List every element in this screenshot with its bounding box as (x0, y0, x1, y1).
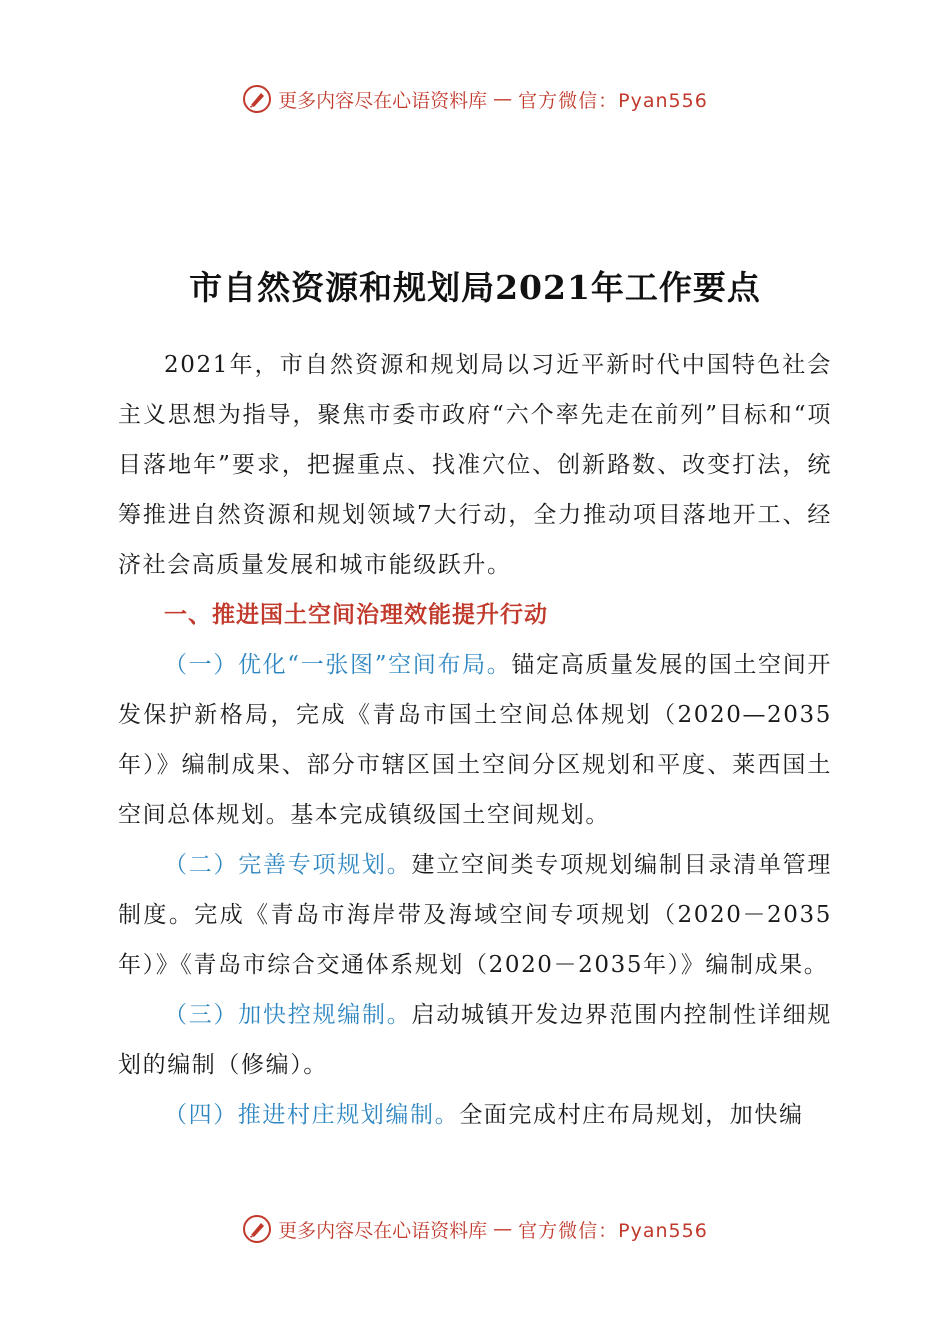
document-title: 市自然资源和规划局2021年工作要点 (189, 268, 761, 307)
item-title: （三）加快控规编制。 (164, 1002, 412, 1028)
item-title: （一）优化“一张图”空间布局。 (164, 652, 512, 678)
item-body: 启动城镇开发边界范围内控制性详细规划的编制（修编）。 (118, 1002, 833, 1078)
watermark-brand: 更多内容尽在心语资料库 (278, 1219, 488, 1242)
item-body: 全面完成村庄布局规划，加快编 (459, 1102, 804, 1128)
watermark-separator: — (493, 1218, 513, 1240)
item-body: 锚定高质量发展的国土空间开发保护新格局，完成《青岛市国土空间总体规划（2020—2035年）》编制成果、部分市辖区国土空间分区规划和平度、莱西国土空间总体规划。基本完成镇级国土空间规划。 (118, 652, 832, 828)
watermark-header (0, 84, 950, 114)
watermark-footer (0, 1214, 950, 1244)
list-item (118, 1090, 832, 1140)
intro-paragraph: 2021年，市自然资源和规划局以习近平新时代中国特色社会主义思想为指导，聚焦市委市政府“六个率先走在前列”目标和“项目落地年”要求，把握重点、找准穴位、创新路数、改变打法，统筹推进自然资源和规划领域7大行动，全力推动项目落地开工、经济社会高质量发展和城市能级跃升。 (118, 352, 832, 578)
pen-nib-logo-icon (242, 84, 272, 114)
section-heading: 一、推进国土空间治理效能提升行动 (164, 602, 548, 628)
pen-nib-logo-icon (242, 1214, 272, 1244)
list-item (118, 840, 832, 990)
item-body: 建立空间类专项规划编制目录清单管理制度。完成《青岛市海岸带及海域空间专项规划（2020－2035年）》《青岛市综合交通体系规划（2020－2035年）》编制成果。 (118, 852, 833, 978)
item-title: （四）推进村庄规划编制。 (164, 1102, 460, 1128)
item-title: （二）完善专项规划。 (164, 852, 412, 878)
watermark-separator: — (493, 88, 513, 110)
watermark-contact: 官方微信：Pyan556 (518, 1219, 708, 1242)
watermark-brand: 更多内容尽在心语资料库 (278, 89, 488, 112)
watermark-contact: 官方微信：Pyan556 (518, 89, 708, 112)
list-item (118, 640, 832, 840)
document-body (118, 340, 832, 1140)
list-item (118, 990, 832, 1090)
